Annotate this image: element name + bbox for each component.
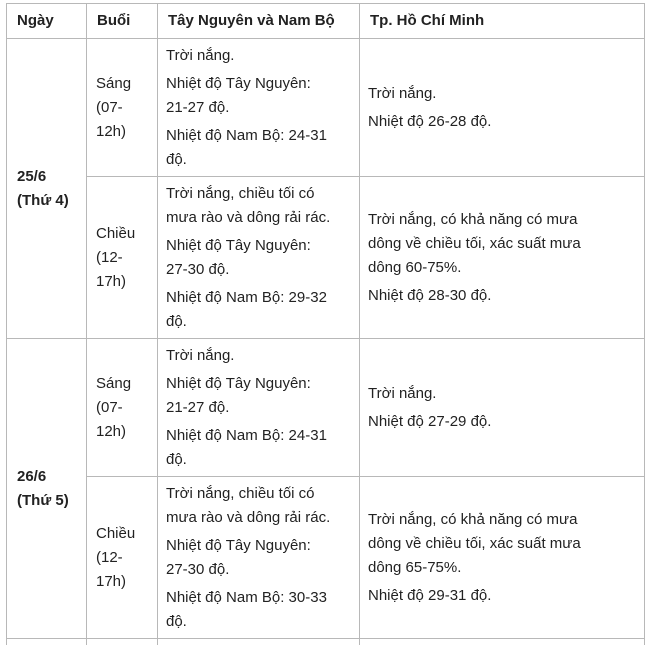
city-forecast-cell <box>360 39 645 177</box>
forecast-line: Trời nắng, có khả năng có mưa <box>368 508 636 532</box>
table-row <box>7 39 645 177</box>
session-cell <box>87 477 158 639</box>
day-cell <box>7 39 87 339</box>
empty-cell <box>158 639 360 645</box>
forecast-line: Nhiệt độ Tây Nguyên: <box>166 534 351 558</box>
region-forecast-cell <box>158 477 360 639</box>
day-date: 26/6 <box>17 465 78 489</box>
table-row <box>7 177 645 339</box>
session-cell <box>87 177 158 339</box>
session-time: (12- <box>96 246 149 270</box>
forecast-line: Trời nắng, có khả năng có mưa <box>368 208 636 232</box>
session-time-end: 17h) <box>96 570 149 594</box>
day-cell <box>7 339 87 639</box>
session-time: (07- <box>96 396 149 420</box>
header-row <box>7 4 645 39</box>
session-name: Chiều <box>96 522 149 546</box>
forecast-line: Trời nắng. <box>166 344 351 368</box>
session-time-end: 17h) <box>96 270 149 294</box>
forecast-line: Nhiệt độ Tây Nguyên: <box>166 234 351 258</box>
forecast-line: Trời nắng. <box>368 82 636 106</box>
region-forecast-cell <box>158 339 360 477</box>
session-time-end: 12h) <box>96 120 149 144</box>
table-row-cutoff <box>7 639 645 645</box>
session-name: Sáng <box>96 372 149 396</box>
forecast-line: độ. <box>166 610 351 634</box>
day-weekday: (Thứ 5) <box>17 489 78 513</box>
session-time: (12- <box>96 546 149 570</box>
session-name: Chiều <box>96 222 149 246</box>
forecast-line: độ. <box>166 148 351 172</box>
city-forecast-cell <box>360 177 645 339</box>
forecast-line: dông 60-75%. <box>368 256 636 280</box>
forecast-line: Trời nắng, chiều tối có <box>166 482 351 506</box>
forecast-line: độ. <box>166 310 351 334</box>
day-date: 25/6 <box>17 165 78 189</box>
forecast-line: dông 65-75%. <box>368 556 636 580</box>
forecast-line: mưa rào và dông rải rác. <box>166 506 351 530</box>
header-session: Buổi <box>87 4 158 39</box>
forecast-line: Nhiệt độ Tây Nguyên: <box>166 372 351 396</box>
city-forecast-cell <box>360 477 645 639</box>
forecast-line: Nhiệt độ 29-31 độ. <box>368 584 636 608</box>
session-cell <box>87 39 158 177</box>
empty-cell <box>87 639 158 645</box>
forecast-line: mưa rào và dông rải rác. <box>166 206 351 230</box>
empty-cell <box>7 639 87 645</box>
weather-forecast-table <box>6 3 645 645</box>
session-name: Sáng <box>96 72 149 96</box>
forecast-line: Nhiệt độ Nam Bộ: 30-33 <box>166 586 351 610</box>
region-forecast-cell <box>158 177 360 339</box>
forecast-line: 27-30 độ. <box>166 558 351 582</box>
forecast-line: Nhiệt độ 26-28 độ. <box>368 110 636 134</box>
forecast-line: Nhiệt độ Nam Bộ: 29-32 <box>166 286 351 310</box>
empty-cell <box>360 639 645 645</box>
forecast-line: Nhiệt độ Tây Nguyên: <box>166 72 351 96</box>
header-day: Ngày <box>7 4 87 39</box>
header-city: Tp. Hồ Chí Minh <box>360 4 645 39</box>
forecast-line: Trời nắng, chiều tối có <box>166 182 351 206</box>
forecast-line: 27-30 độ. <box>166 258 351 282</box>
session-time-end: 12h) <box>96 420 149 444</box>
forecast-line: Trời nắng. <box>166 44 351 68</box>
header-region: Tây Nguyên và Nam Bộ <box>158 4 360 39</box>
forecast-line: dông về chiều tối, xác suất mưa <box>368 232 636 256</box>
forecast-line: Nhiệt độ Nam Bộ: 24-31 <box>166 424 351 448</box>
table-row <box>7 339 645 477</box>
region-forecast-cell <box>158 39 360 177</box>
session-cell <box>87 339 158 477</box>
city-forecast-cell <box>360 339 645 477</box>
forecast-line: Trời nắng. <box>368 382 636 406</box>
forecast-line: Nhiệt độ 28-30 độ. <box>368 284 636 308</box>
session-time: (07- <box>96 96 149 120</box>
forecast-line: 21-27 độ. <box>166 96 351 120</box>
forecast-line: 21-27 độ. <box>166 396 351 420</box>
forecast-line: độ. <box>166 448 351 472</box>
forecast-line: Nhiệt độ Nam Bộ: 24-31 <box>166 124 351 148</box>
day-weekday: (Thứ 4) <box>17 189 78 213</box>
forecast-line: Nhiệt độ 27-29 độ. <box>368 410 636 434</box>
table-row <box>7 477 645 639</box>
forecast-line: dông về chiều tối, xác suất mưa <box>368 532 636 556</box>
